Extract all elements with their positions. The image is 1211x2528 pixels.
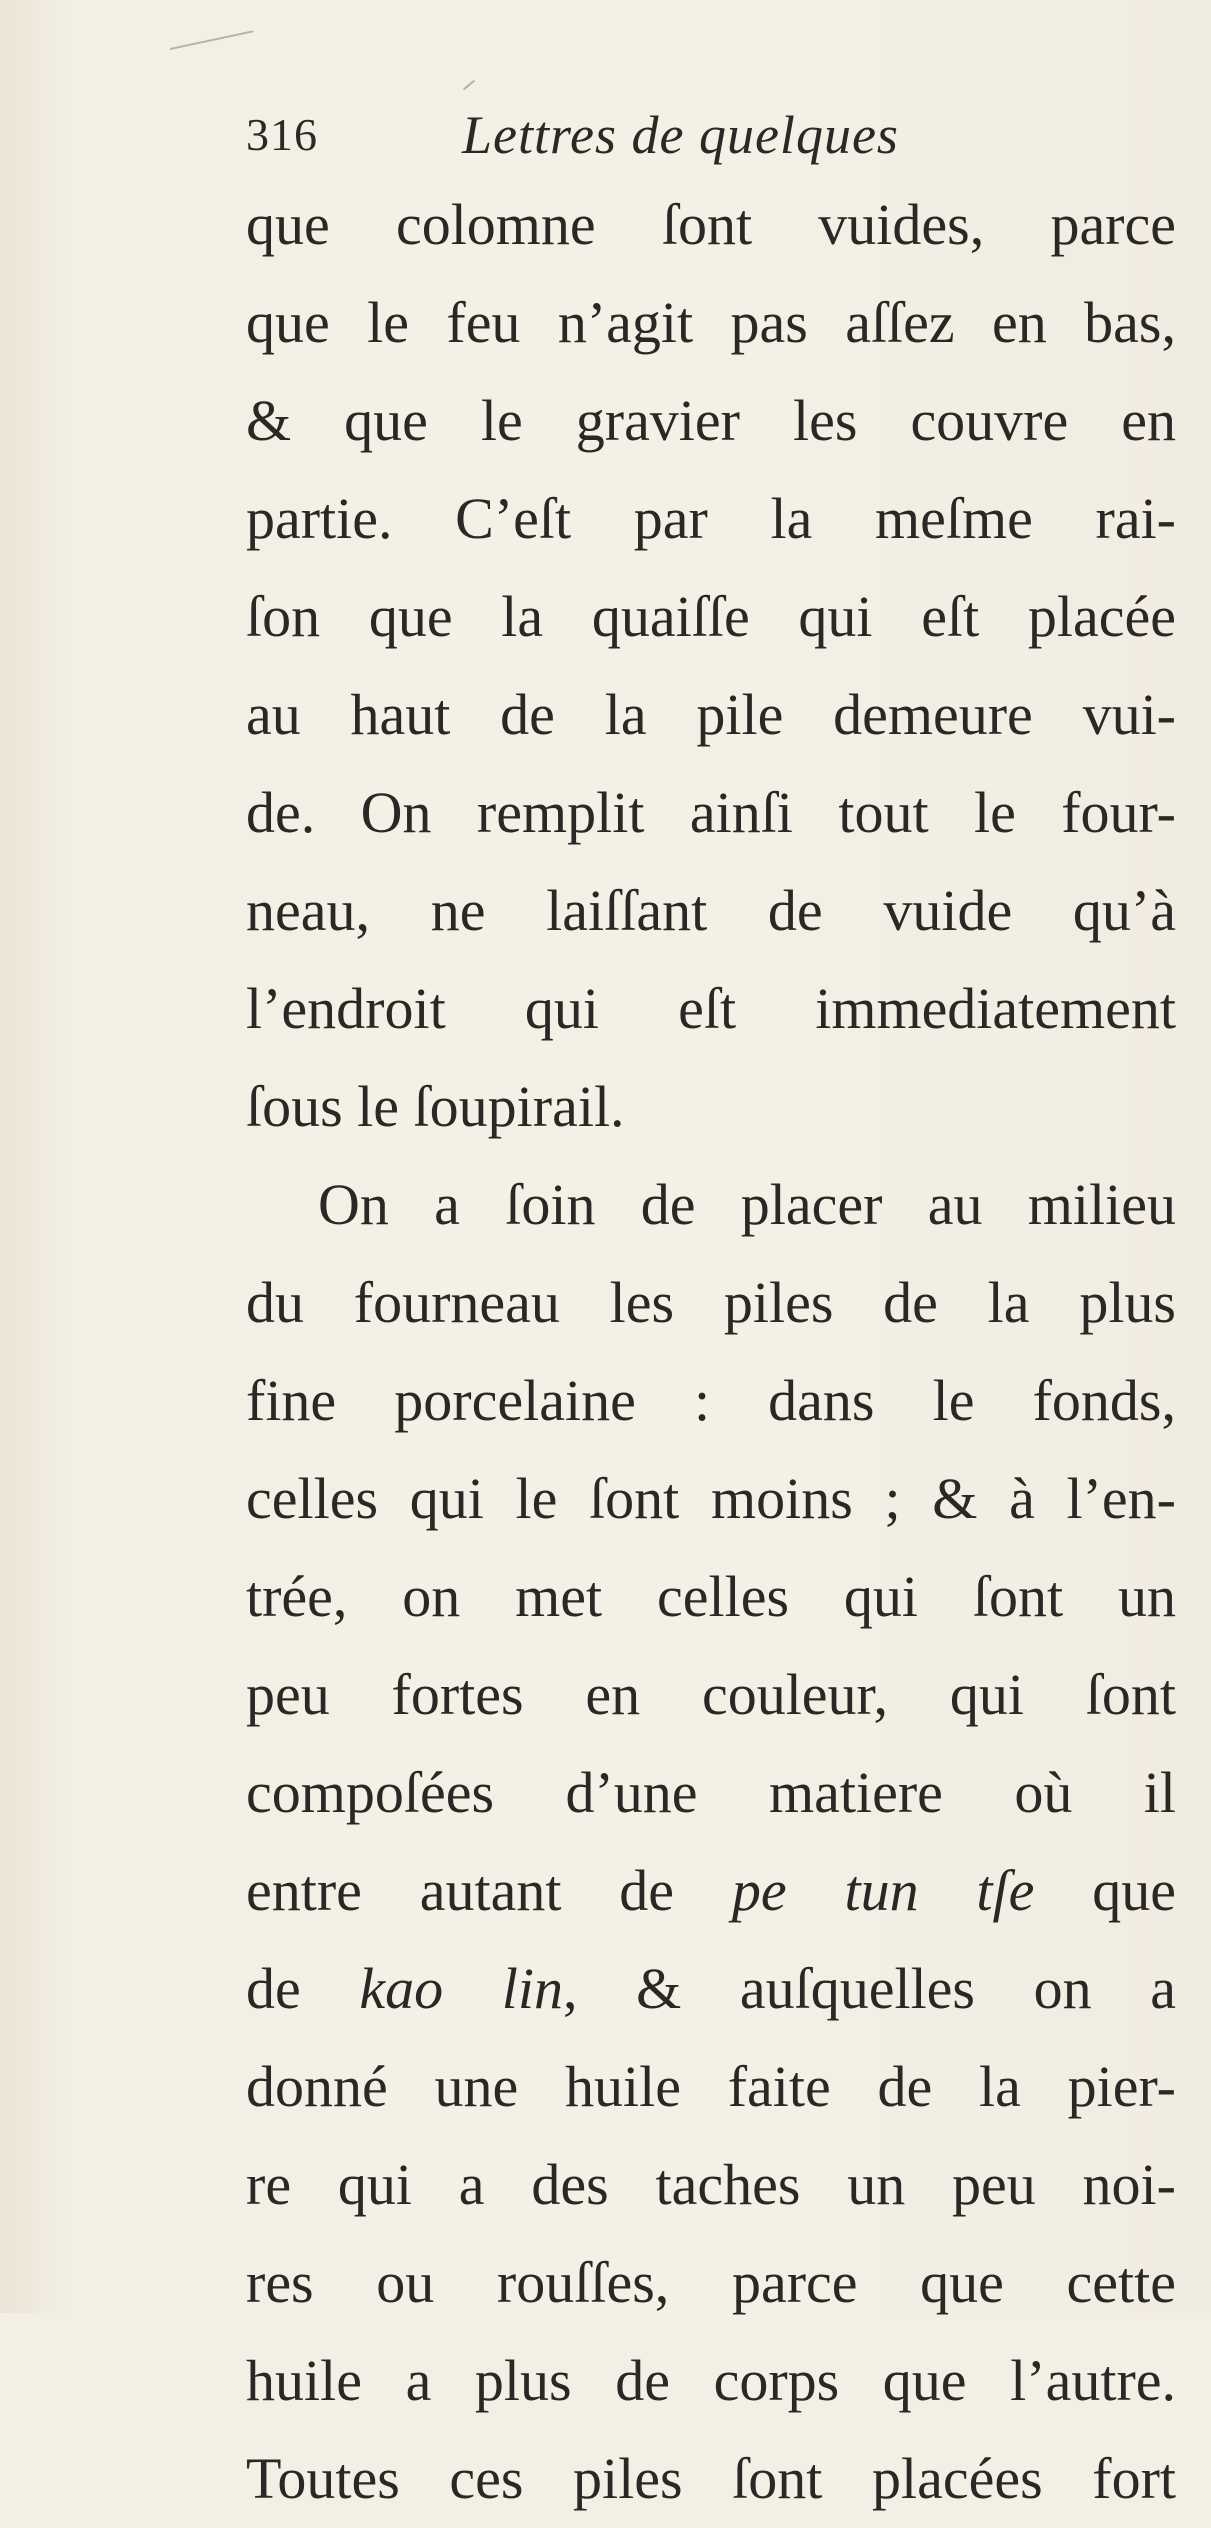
text-line [246,1450,1176,1548]
text-line [246,1744,1176,1842]
text-line-content: trée, on met celles qui ſont un [246,1564,1176,1629]
text-line-content: au haut de la pile demeure vui- [246,682,1176,747]
text-line-content: donné une huile faite de la pier- [246,2054,1176,2119]
text-line-content: res ou rouſſes, parce que cette [246,2250,1176,2315]
running-head [246,102,1046,165]
text-line-content: entre autant de [246,1858,732,1923]
text-line [246,1842,1176,1940]
text-line [246,1548,1176,1646]
text-line [246,1646,1176,1744]
body-text [246,176,1176,2528]
text-line [246,176,1176,274]
text-line [246,1254,1176,1352]
text-line-tail: , & auſquelles on a [562,1956,1176,2021]
pencil-tick [463,80,475,91]
text-line [246,1058,1176,1156]
text-line [246,2038,1176,2136]
page-number: 316 [246,109,318,160]
text-line-content: Toutes ces piles ſont placées fort [246,2446,1176,2511]
text-line [246,372,1176,470]
text-line [246,862,1176,960]
text-line [246,1156,1176,1254]
text-line-content: compoſées d’une matiere où il [246,1760,1176,1825]
text-line [246,764,1176,862]
text-line [246,2136,1176,2234]
text-line [246,2234,1176,2332]
text-line-content: On a ſoin de placer au milieu [318,1172,1176,1237]
text-line-content: de. On remplit ainſi tout le four- [246,780,1176,845]
text-line-content: de [246,1956,360,2021]
text-line [246,2332,1176,2430]
text-line-content: celles qui le ſont moins ; & à l’en- [246,1466,1176,1531]
text-line-content: peu fortes en couleur, qui ſont [246,1662,1176,1727]
text-line [246,1352,1176,1450]
running-title: Lettres de quelques [462,105,899,165]
text-line [246,1940,1176,2038]
text-line-tail: que [1034,1858,1176,1923]
text-line-content: huile a plus de corps que l’autre. [246,2348,1176,2413]
text-line-content: ſous le ſoupirail. [246,1074,625,1139]
text-line [246,2430,1176,2528]
text-line-content: que colomne ſont vuides, parce [246,192,1176,257]
text-line-content: l’endroit qui eſt immediatement [246,976,1176,1041]
text-line [246,274,1176,372]
text-line-content: fine porcelaine : dans le fonds, [246,1368,1176,1433]
text-line-content: partie. C’eſt par la meſme rai- [246,486,1176,551]
text-line [246,666,1176,764]
text-line-content: que le feu n’agit pas aſſez en bas, [246,290,1176,355]
pencil-mark [170,30,254,50]
text-line-content: re qui a des taches un peu noi- [246,2152,1176,2217]
italic-term: pe tun tſe [731,1858,1035,1923]
text-line-content: & que le gravier les couvre en [246,388,1176,453]
italic-term: kao lin [359,1956,563,2021]
text-line-content: ſon que la quaiſſe qui eſt placée [246,584,1176,649]
text-line-content: du fourneau les piles de la plus [246,1270,1176,1335]
text-line [246,568,1176,666]
text-line [246,470,1176,568]
text-line-content: neau, ne laiſſant de vuide qu’à [246,878,1176,943]
text-line [246,960,1176,1058]
